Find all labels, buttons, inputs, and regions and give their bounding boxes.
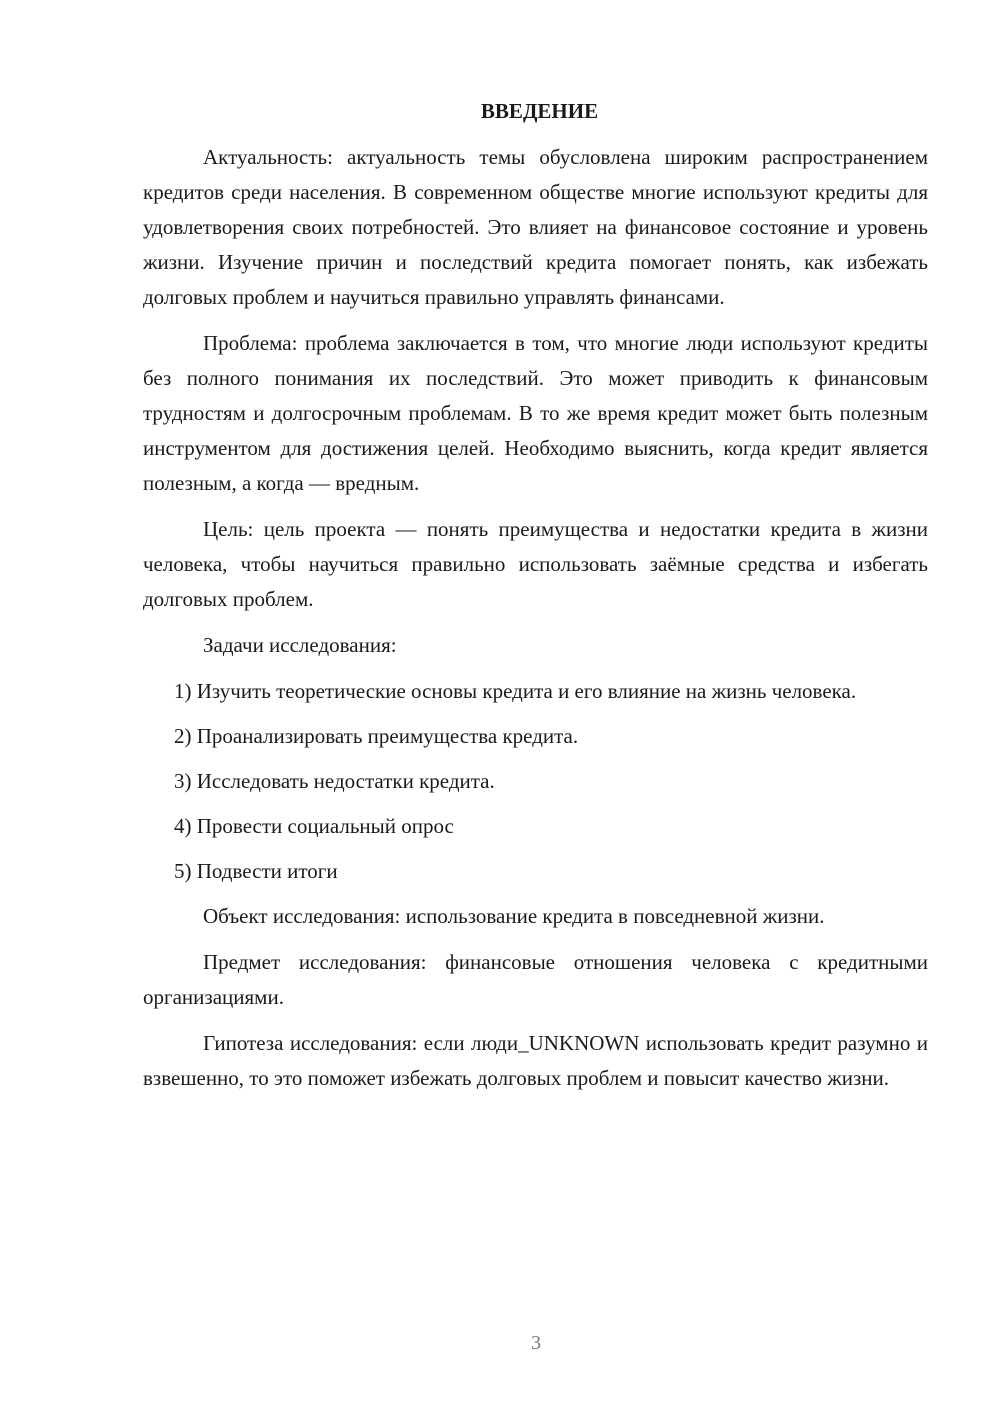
page-content [143, 96, 928, 1107]
task-item-2: 2) Проанализировать преимущества кредита. [174, 724, 579, 748]
task-item-4: 4) Провести социальный опрос [174, 814, 454, 838]
paragraph-subject: Предмет исследования: финансовые отношения человека с кредитными организациями. [143, 950, 928, 1009]
section-heading: ВВЕДЕНИЕ [480, 99, 599, 123]
tasks-title: Задачи исследования: [203, 633, 397, 657]
task-item-3: 3) Исследовать недостатки кредита. [174, 769, 495, 793]
task-item-5: 5) Подвести итоги [174, 859, 338, 883]
paragraph-goal: Цель: цель проекта — понять преимущества и недостатки кредита в жизни человека, чтобы научиться правильно использовать заёмные средства и избегать долговых проблем. [143, 517, 928, 611]
task-item-1: 1) Изучить теоретические основы кредита и его влияние на жизнь человека. [174, 679, 857, 703]
paragraph-object: Объект исследования: использование кредита в повседневной жизни. [203, 904, 825, 928]
paragraph-relevance: Актуальность: актуальность темы обусловлена широким распространением кредитов среди населения. В современном обществе многие используют кредиты для удовлетворения своих потребностей. Это влияет на финансовое состояние и уровень жизни. Изучение причин и последствий кредита помогает понять, как избежать долговых проблем и научиться правильно управлять финансами. [143, 145, 928, 309]
page-number: 3 [531, 1332, 541, 1354]
paragraph-hypothesis: Гипотеза исследования: если люди_UNKNOWN использовать кредит разумно и взвешенно, то это поможет избежать долговых проблем и повысит качество жизни. [143, 1031, 928, 1090]
paragraph-problem: Проблема: проблема заключается в том, что многие люди используют кредиты без полного понимания их последствий. Это может приводить к финансовым трудностям и долгосрочным проблемам. В то же время кредит может быть полезным инструментом для достижения целей. Необходимо выяснить, когда кредит является полезным, а когда — вредным. [143, 331, 928, 495]
